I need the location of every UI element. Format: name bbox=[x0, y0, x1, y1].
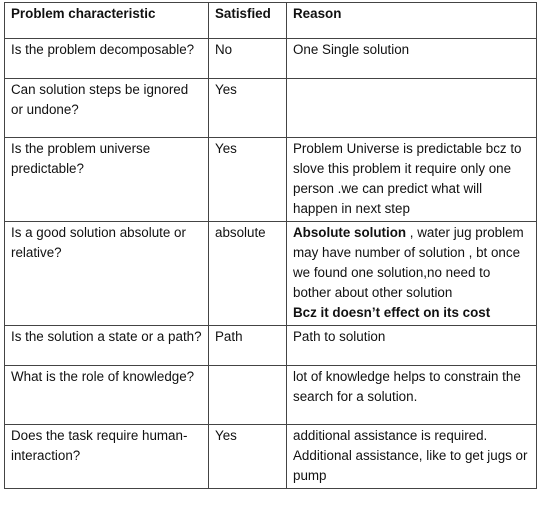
satisfied-cell: No bbox=[209, 39, 287, 79]
characteristic-cell: Is the problem universe predictable? bbox=[5, 138, 209, 222]
reason-cell: Problem Universe is predictable bcz to slove this problem it require only one person .we can predict what will happen in next step bbox=[287, 138, 537, 222]
reason-cell: additional assistance is required. Additional assistance, like to get jugs or pump bbox=[287, 425, 537, 489]
reason-cell bbox=[287, 222, 537, 326]
satisfied-cell bbox=[209, 366, 287, 425]
satisfied-cell: Yes bbox=[209, 138, 287, 222]
header-reason: Reason bbox=[287, 3, 537, 39]
reason-bold-tail: Bcz it doesn’t effect on its cost bbox=[293, 305, 491, 320]
header-characteristic: Problem characteristic bbox=[5, 3, 209, 39]
satisfied-cell: Yes bbox=[209, 425, 287, 489]
characteristic-cell: Can solution steps be ignored or undone? bbox=[5, 79, 209, 138]
reason-bold-lead: Absolute solution bbox=[293, 225, 407, 240]
satisfied-cell: absolute bbox=[209, 222, 287, 326]
table-row bbox=[5, 326, 537, 366]
table-row bbox=[5, 138, 537, 222]
characteristic-cell: Is the solution a state or a path? bbox=[5, 326, 209, 366]
table-row bbox=[5, 366, 537, 425]
reason-cell: lot of knowledge helps to constrain the search for a solution. bbox=[287, 366, 537, 425]
characteristic-cell: What is the role of knowledge? bbox=[5, 366, 209, 425]
characteristic-cell: Is the problem decomposable? bbox=[5, 39, 209, 79]
header-row bbox=[5, 3, 537, 39]
reason-cell: Path to solution bbox=[287, 326, 537, 366]
header-satisfied: Satisfied bbox=[209, 3, 287, 39]
reason-text: , water jug problem may have number of solution , bt once we found one solution,no need to bother about other solution bbox=[293, 225, 524, 300]
reason-cell: One Single solution bbox=[287, 39, 537, 79]
satisfied-cell: Yes bbox=[209, 79, 287, 138]
reason-cell bbox=[287, 79, 537, 138]
characteristic-cell: Is a good solution absolute or relative? bbox=[5, 222, 209, 326]
table-row bbox=[5, 222, 537, 326]
satisfied-cell: Path bbox=[209, 326, 287, 366]
table-row bbox=[5, 39, 537, 79]
table-row bbox=[5, 425, 537, 489]
problem-characteristics-table bbox=[4, 2, 537, 489]
table-row bbox=[5, 79, 537, 138]
characteristic-cell: Does the task require human-interaction? bbox=[5, 425, 209, 489]
